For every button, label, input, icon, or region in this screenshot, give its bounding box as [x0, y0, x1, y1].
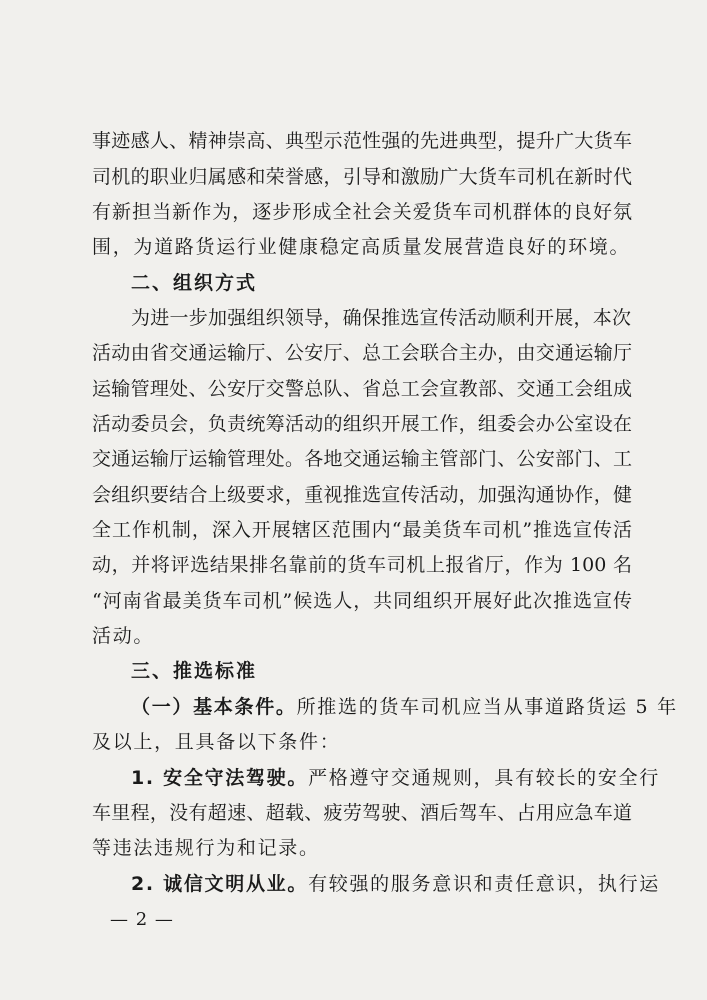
section-heading-organization: 二、组织方式	[131, 272, 258, 294]
body-line: 等违法违规行为和记录。	[92, 837, 320, 859]
body-line: 围，为道路货运行业健康稳定高质量发展营造良好的环境。	[92, 236, 631, 258]
subsection-basic-conditions	[131, 694, 678, 720]
page-number: — 2 —	[110, 909, 174, 930]
body-line: 车里程，没有超速、超载、疲劳驾驶、酒后驾车、占用应急车道	[92, 802, 632, 824]
body-line: 活动由省交通运输厅、公安厅、总工会联合主办，由交通运输厅	[92, 342, 632, 364]
body-line: 司机的职业归属感和荣誉感，引导和激励广大货车司机在新时代	[92, 166, 632, 188]
item-lead: 2. 诚信文明从业。	[131, 873, 309, 895]
body-line: 动，并将评选结果排名靠前的货车司机上报省厅，作为 100 名	[92, 554, 632, 576]
body-line: 活动。	[92, 625, 155, 647]
body-line: 会组织要结合上级要求，重视推选宣传活动，加强沟通协作，健	[92, 484, 632, 506]
body-line: 运输管理处、公安厅交警总队、省总工会宣教部、交通工会组成	[92, 378, 632, 400]
item-text: 严格遵守交通规则，具有较长的安全行	[308, 767, 660, 789]
body-line: 及以上，且具备以下条件：	[92, 731, 341, 753]
item-integrity	[131, 871, 660, 897]
body-line: 活动委员会，负责统筹活动的组织开展工作，组委会办公室设在	[92, 413, 632, 435]
body-line: 交通运输厅运输管理处。各地交通运输主管部门、公安部门、工	[92, 448, 632, 470]
body-line: 有新担当新作为，逐步形成全社会关爱货车司机群体的良好氛	[92, 201, 632, 223]
body-line: “河南省最美货车司机”候选人，共同组织开展好此次推选宣传	[92, 590, 632, 612]
item-text: 有较强的服务意识和责任意识，执行运	[308, 873, 660, 895]
item-lead: 1. 安全守法驾驶。	[131, 767, 309, 789]
body-line: 为进一步加强组织领导，确保推选宣传活动顺利开展，本次	[131, 307, 631, 329]
section-heading-criteria: 三、推选标准	[131, 660, 258, 682]
subsection-lead: （一）基本条件。	[131, 696, 297, 718]
body-line: 事迹感人、精神崇高、典型示范性强的先进典型，提升广大货车	[92, 130, 632, 152]
body-line: 全工作机制，深入开展辖区范围内“最美货车司机”推选宣传活	[92, 519, 632, 541]
subsection-text: 所推选的货车司机应当从事道路货运 5 年	[296, 696, 678, 718]
item-safe-driving	[131, 765, 660, 791]
